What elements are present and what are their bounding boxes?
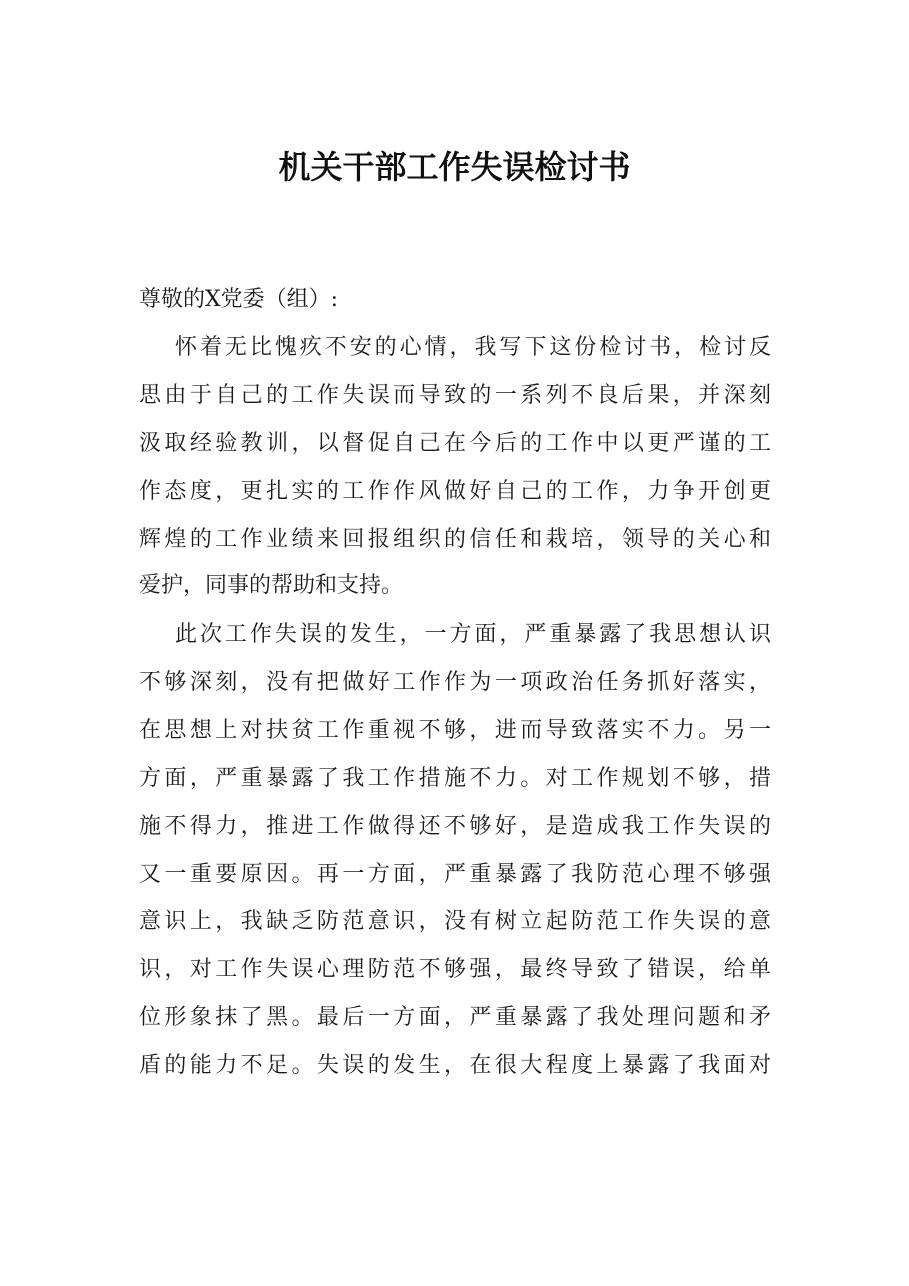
paragraph-line: 辉煌的工作业绩来回报组织的信任和栽培，领导的关心和 <box>139 527 771 552</box>
paragraph-line: 此次工作失误的发生，一方面，严重暴露了我思想认识 <box>175 622 771 647</box>
paragraph-line: 汲取经验教训，以督促自己在今后的工作中以更严谨的工 <box>139 431 771 456</box>
document-title: 机关干部工作失误检讨书 <box>278 148 631 186</box>
paragraph-line: 作态度，更扎实的工作作风做好自己的工作，力争开创更 <box>139 479 771 504</box>
paragraph-line: 盾的能力不足。失误的发生，在很大程度上暴露了我面对 <box>139 1053 771 1078</box>
paragraph-line: 施不得力，推进工作做得还不够好，是造成我工作失误的 <box>139 814 771 839</box>
paragraph-line: 思由于自己的工作失误而导致的一系列不良后果，并深刻 <box>139 383 771 408</box>
paragraph-line: 不够深刻，没有把做好工作作为一项政治任务抓好落实， <box>139 670 771 695</box>
paragraph-line: 怀着无比愧疚不安的心情，我写下这份检讨书，检讨反 <box>175 335 771 360</box>
paragraph-line: 又一重要原因。再一方面，严重暴露了我防范心理不够强 <box>139 862 771 887</box>
paragraph-line: 爱护，同事的帮助和支持。 <box>139 573 404 598</box>
paragraph-line: 识，对工作失误心理防范不够强，最终导致了错误，给单 <box>139 957 771 982</box>
paragraph-line: 在思想上对扶贫工作重视不够，进而导致落实不力。另一 <box>139 718 771 743</box>
paragraph-line: 位形象抹了黑。最后一方面，严重暴露了我处理问题和矛 <box>139 1005 771 1030</box>
paragraph-line: 方面，严重暴露了我工作措施不力。对工作规划不够，措 <box>139 766 771 791</box>
paragraph-line: 意识上，我缺乏防范意识，没有树立起防范工作失误的意 <box>139 909 771 934</box>
salutation: 尊敬的X党委（组）: <box>139 287 339 312</box>
